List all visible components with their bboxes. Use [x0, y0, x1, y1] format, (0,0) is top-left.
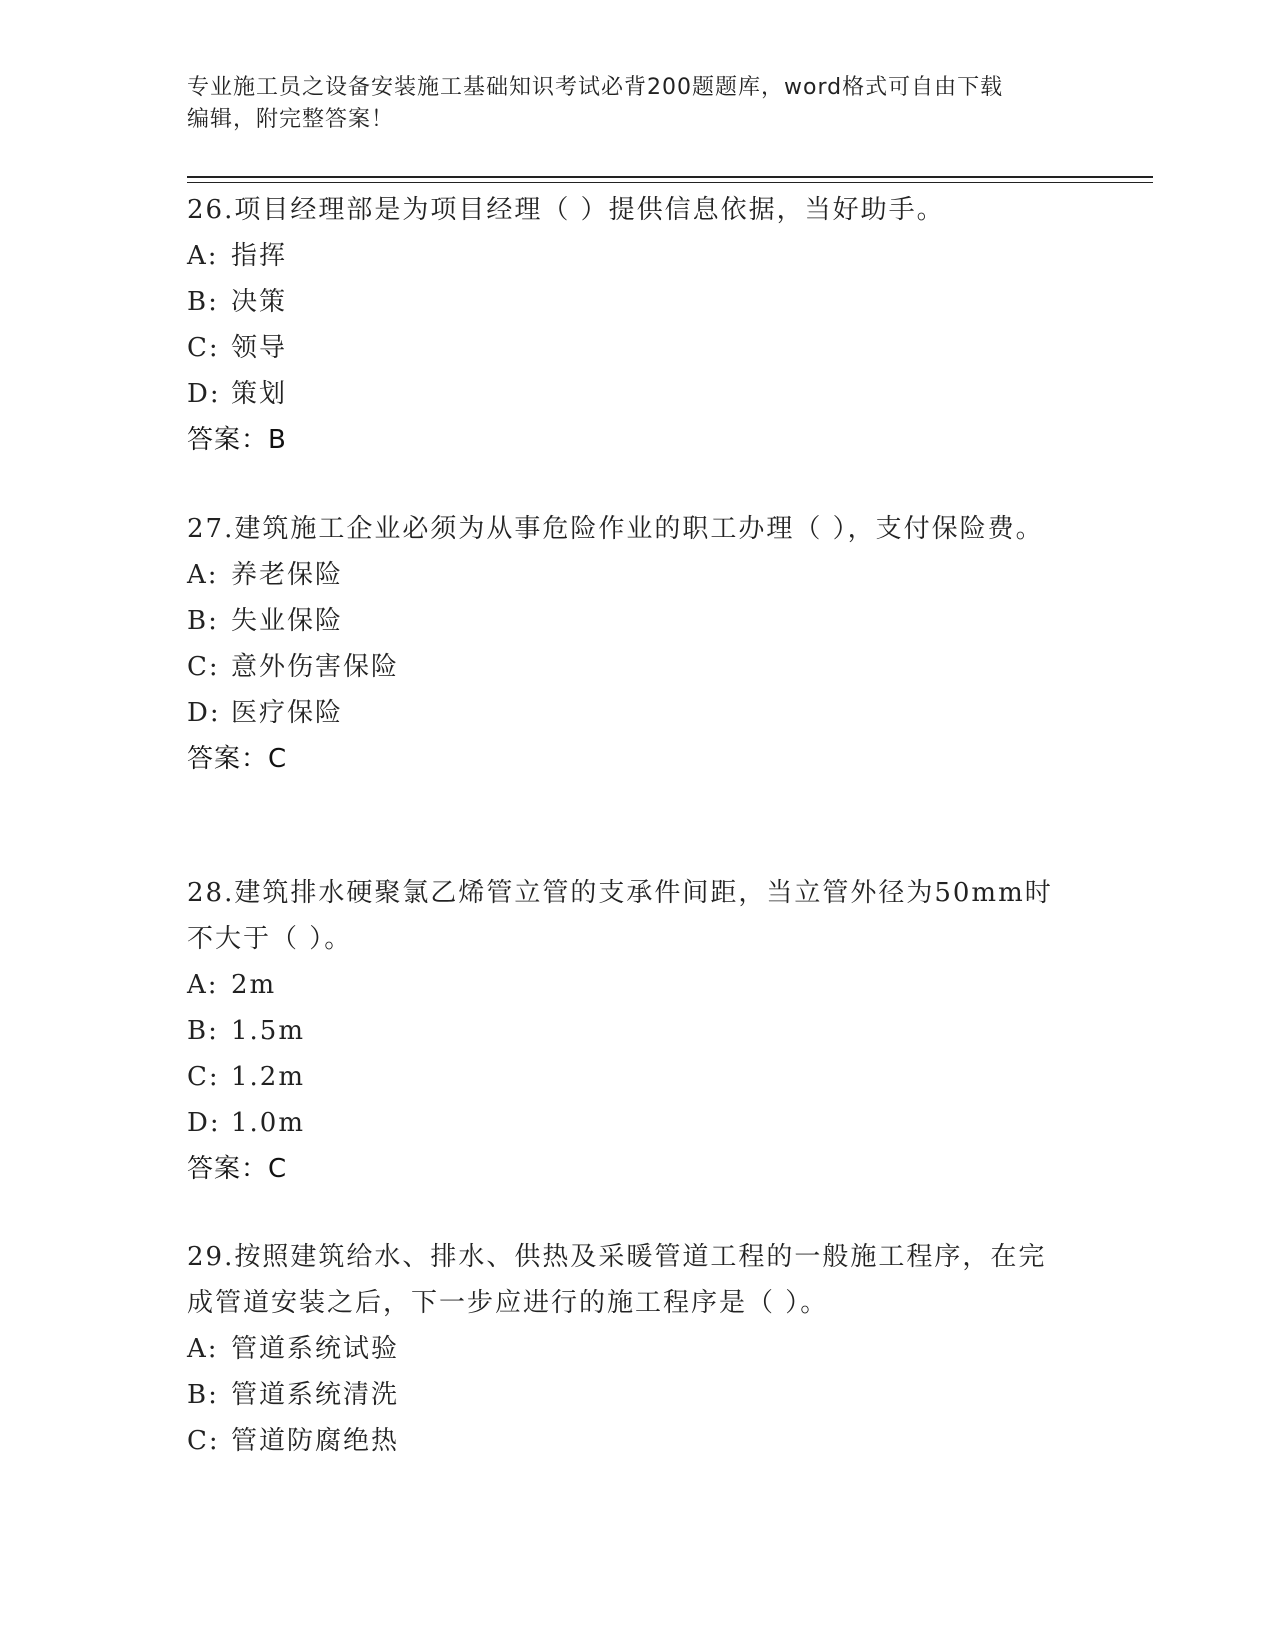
option-c	[187, 1418, 1067, 1464]
option-d	[187, 371, 1067, 417]
option-text: 指挥	[231, 241, 288, 271]
option-text: 养老保险	[231, 560, 344, 590]
option-a	[187, 1326, 1067, 1372]
header-line-1: 专业施工员之设备安装施工基础知识考试必背200题题库，word格式可自由下载	[187, 75, 1004, 100]
option-label: C:	[187, 1062, 220, 1092]
answer-line: 答案：C	[187, 1154, 288, 1184]
option-text: 决策	[231, 287, 288, 317]
option-label: A:	[187, 241, 219, 271]
option-text: 1.2m	[231, 1062, 306, 1092]
option-label: A:	[187, 560, 219, 590]
answer-line: 答案：B	[187, 425, 287, 455]
option-label: D:	[187, 698, 221, 728]
option-text: 失业保险	[231, 606, 344, 636]
option-text: 意外伤害保险	[231, 652, 400, 682]
option-c	[187, 644, 1067, 690]
option-c	[187, 1054, 1067, 1100]
option-text: 1.0m	[231, 1108, 306, 1138]
question-block	[187, 506, 1067, 782]
question-stem: 28.建筑排水硬聚氯乙烯管立管的支承件间距，当立管外径为50mm时不大于（ ）。	[187, 878, 1053, 954]
option-text: 医疗保险	[231, 698, 344, 728]
header-divider-thick	[187, 176, 1153, 178]
question-stem: 26.项目经理部是为项目经理（ ）提供信息依据，当好助手。	[187, 195, 945, 225]
answer-line: 答案：C	[187, 744, 288, 774]
option-d	[187, 690, 1067, 736]
option-text: 领导	[231, 333, 288, 363]
option-a	[187, 233, 1067, 279]
document-header	[187, 72, 1067, 136]
question-stem: 29.按照建筑给水、排水、供热及采暖管道工程的一般施工程序，在完成管道安装之后，下一步应进行的施工程序是（ ）。	[187, 1242, 1047, 1318]
option-label: A:	[187, 1334, 219, 1364]
option-text: 管道系统试验	[231, 1334, 400, 1364]
question-block	[187, 187, 1067, 463]
header-divider-thin	[187, 182, 1153, 183]
option-label: B:	[187, 287, 219, 317]
option-a	[187, 962, 1067, 1008]
header-line-2: 编辑，附完整答案！	[187, 107, 395, 132]
option-d	[187, 1100, 1067, 1146]
option-text: 1.5m	[231, 1016, 306, 1046]
option-text: 管道防腐绝热	[231, 1426, 400, 1456]
option-text: 2m	[231, 970, 277, 1000]
option-b	[187, 279, 1067, 325]
question-stem: 27.建筑施工企业必须为从事危险作业的职工办理（ ），支付保险费。	[187, 514, 1044, 544]
option-label: C:	[187, 333, 220, 363]
option-label: B:	[187, 1016, 219, 1046]
option-text: 管道系统清洗	[231, 1380, 400, 1410]
option-label: C:	[187, 652, 220, 682]
option-label: D:	[187, 379, 221, 409]
option-a	[187, 552, 1067, 598]
option-label: C:	[187, 1426, 220, 1456]
option-label: B:	[187, 606, 219, 636]
option-b	[187, 1008, 1067, 1054]
option-b	[187, 1372, 1067, 1418]
option-b	[187, 598, 1067, 644]
option-c	[187, 325, 1067, 371]
option-label: D:	[187, 1108, 221, 1138]
question-block	[187, 870, 1067, 1192]
option-text: 策划	[231, 379, 288, 409]
option-label: A:	[187, 970, 219, 1000]
option-label: B:	[187, 1380, 219, 1410]
question-block	[187, 1234, 1067, 1464]
